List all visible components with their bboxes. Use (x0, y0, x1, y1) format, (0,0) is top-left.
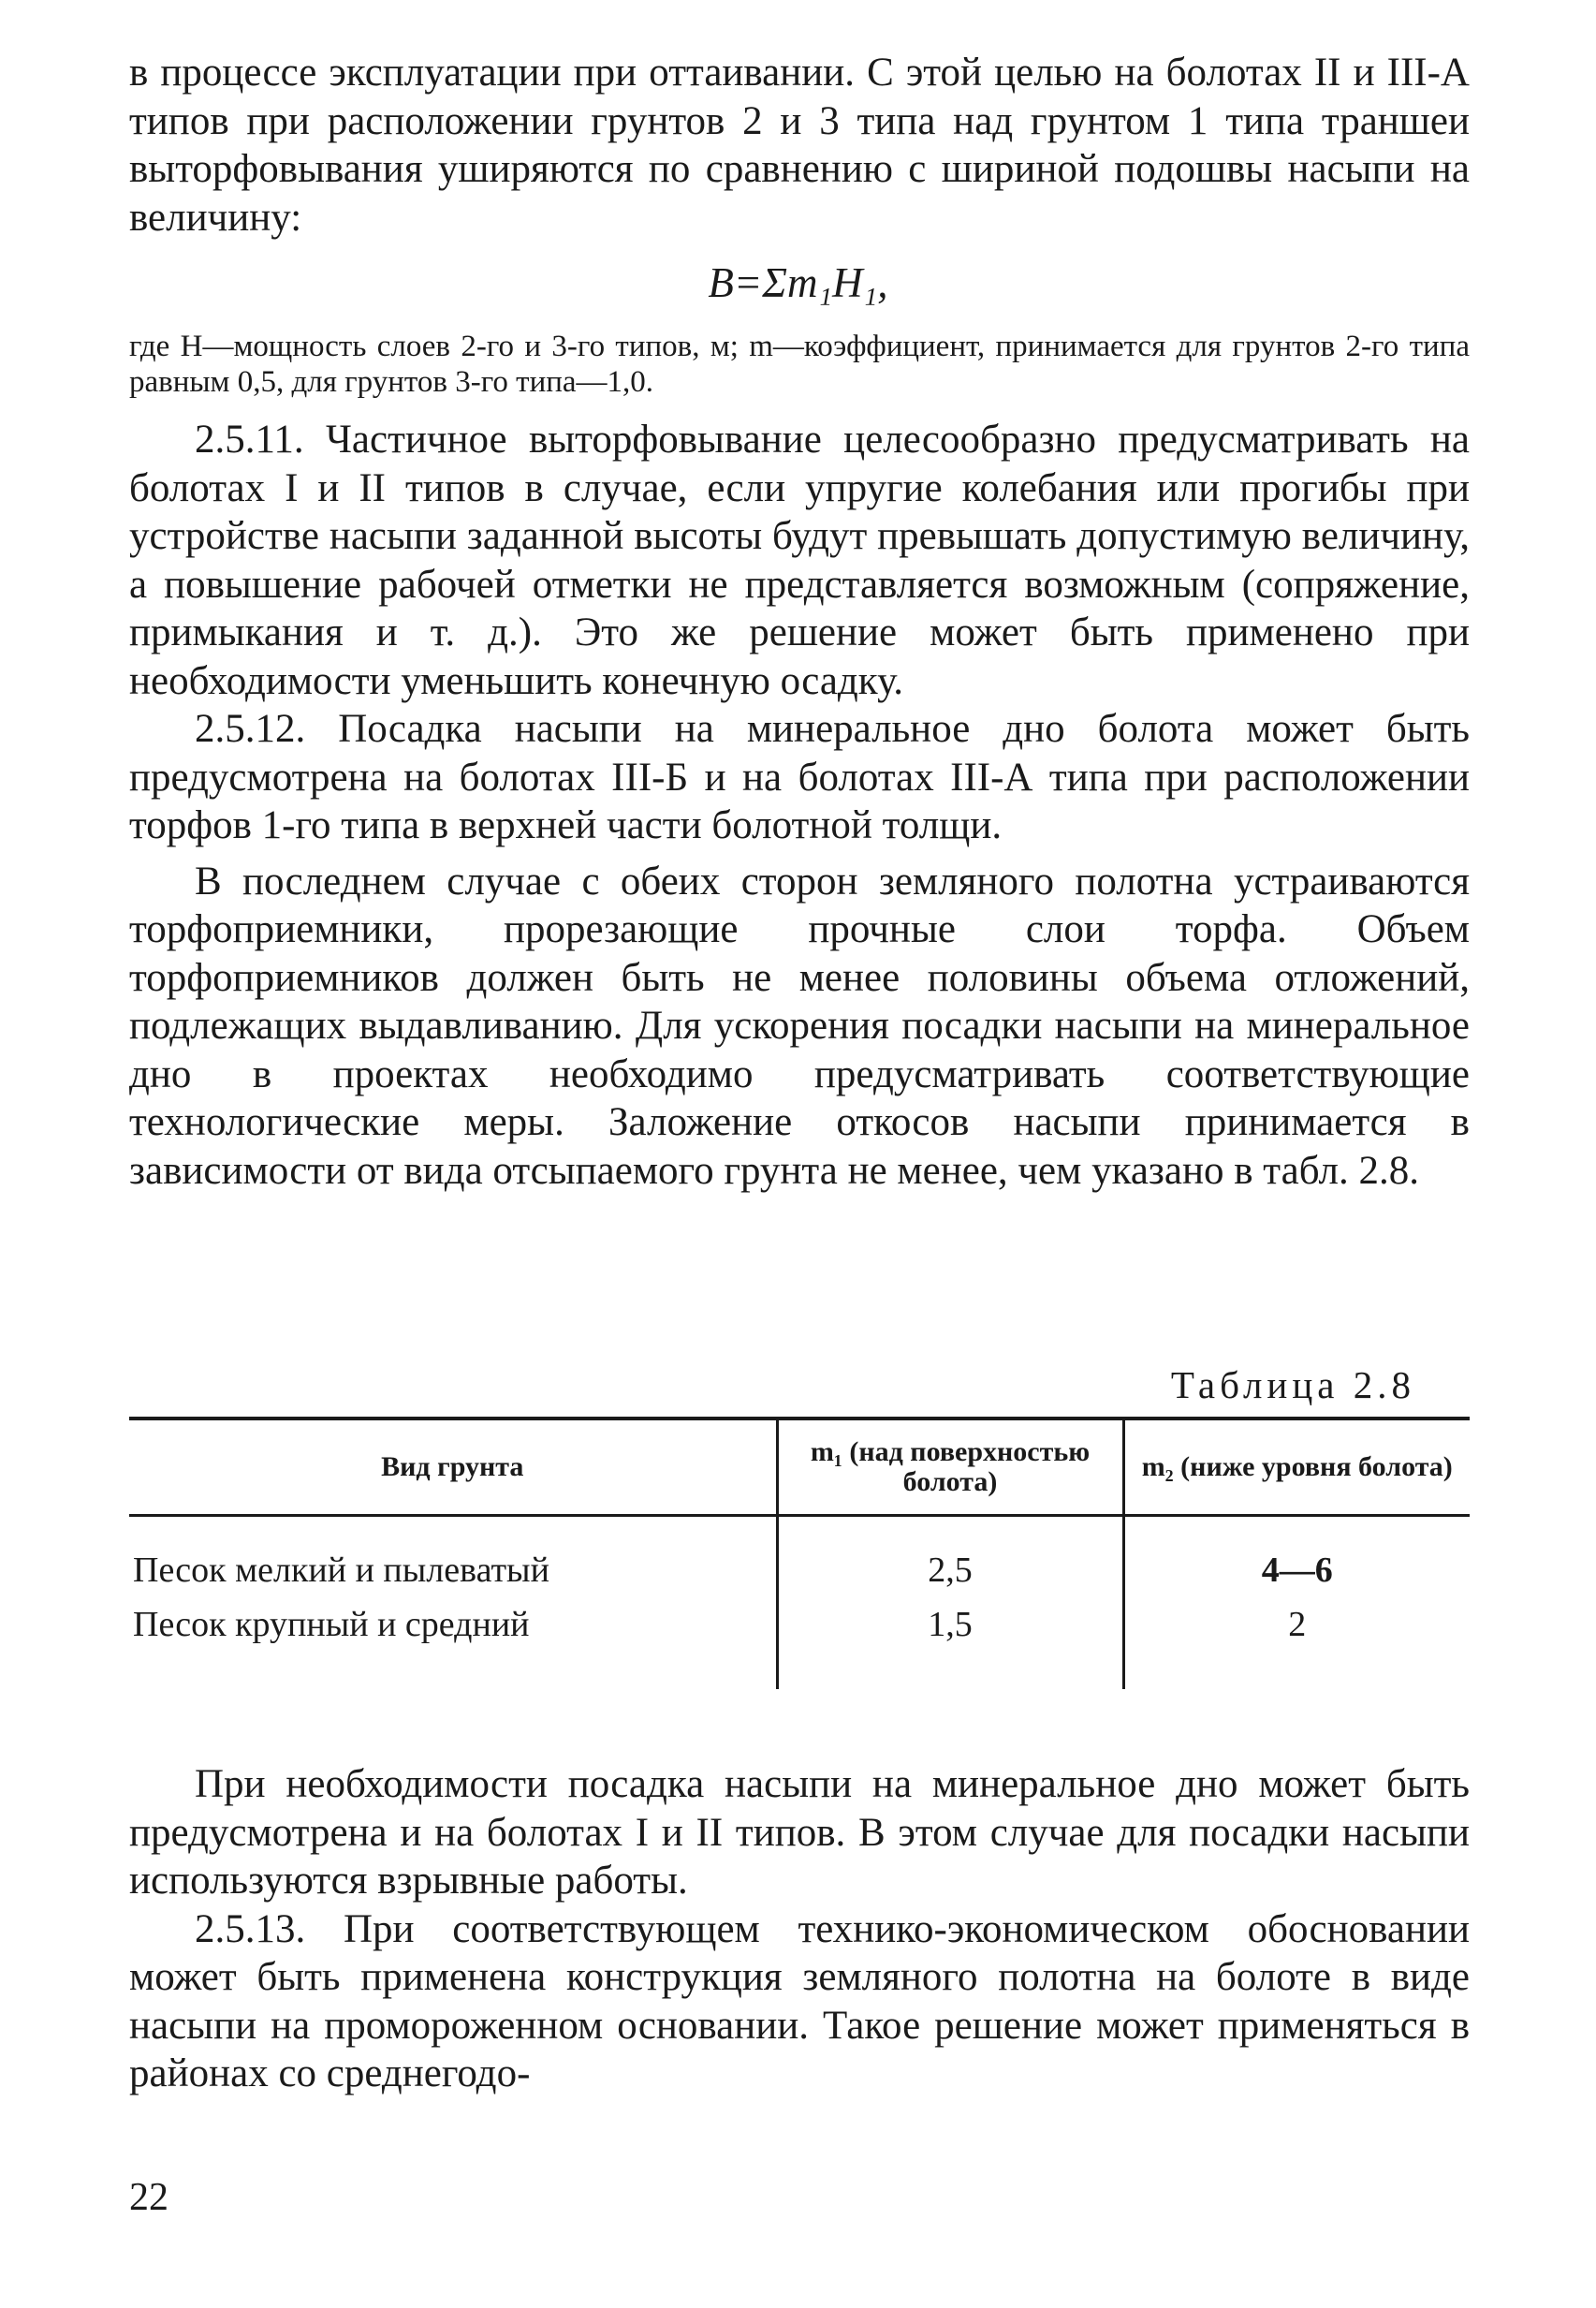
header-m2: m₂ (ниже уровня болота) (1123, 1419, 1470, 1516)
cell-m1: 1,5 (777, 1597, 1123, 1689)
page-number: 22 (129, 2176, 168, 2219)
paragraph-intro: в процессе эксплуатации при оттаивании. С этой целью на болотах II и III-А типов при расположении грунтов 2 и 3 типа над грунтом 1 типа траншеи выторфовывания уширяются по сравнению с шириной подошвы насыпи на величину: (129, 51, 1470, 240)
paragraph-2-5-11: 2.5.11. Частичное выторфовывание целесообразно предусматривать на болотах I и II типов в случае, если упругие колебания или прогибы при устройстве насыпи заданной высоты будут превышать допустимую величину, а повышение рабочей отметки не представляется возможным (сопряжение, примыкания и т. д.). Это же решение может быть применено при необходимости уменьшить конечную осадку. (129, 418, 1470, 703)
formula: B=Σm₁H₁, (708, 259, 888, 306)
cell-soil-type: Песок мелкий и пылеватый (133, 1551, 549, 1590)
cell-m1: 2,5 (777, 1516, 1123, 1598)
header-m1: m₁ (над поверхностью болота) (777, 1419, 1123, 1516)
header-soil-type: Вид грунта (129, 1419, 777, 1516)
table-caption: Таблица 2.8 (1170, 1363, 1415, 1406)
cell-m2: 4—6 (1123, 1516, 1470, 1598)
cell-soil-type: Песок крупный и средний (133, 1605, 530, 1644)
paragraph-2-5-13: 2.5.13. При соответствующем технико-экономическом обосновании может быть применена конструкция земляного полотна на болоте в виде насыпи на промороженном основании. Такое решение может применяться в районах со среднегодо- (129, 1906, 1470, 2095)
text-block-bottom (129, 1760, 1470, 2098)
table-2-8 (129, 1417, 1470, 1689)
text-block-middle (129, 416, 1470, 1195)
text-block-top (129, 49, 1470, 242)
cell-m2: 2 (1123, 1597, 1470, 1689)
paragraph-2-5-12: 2.5.12. Посадка насыпи на минеральное дно болота может быть предусмотрена на болотах III-Б и на болотах III-А типа при расположении торфов 1-го типа в верхней части болотной толщи. (129, 707, 1470, 847)
table-row (129, 1516, 1470, 1598)
paragraph-after-table: При необходимости посадка насыпи на минеральное дно может быть предусмотрена и на болотах I и II типов. В этом случае для посадки насыпи используются взрывные работы. (129, 1762, 1470, 1903)
paragraph-last-case: В последнем случае с обеих сторон земляного полотна устраиваются торфоприемники, прорезающие прочные слои торфа. Объем торфоприемников должен быть не менее половины объема отложений, подлежащих выдавливанию. Для ускорения посадки насыпи на минеральное дно в проектах необходимо предусматривать соответствующие технологические меры. Заложение откосов насыпи принимается в зависимости от вида отсыпаемого грунта не менее, чем указано в табл. 2.8. (129, 859, 1470, 1193)
table-row (129, 1597, 1470, 1689)
formula-note: где H—мощность слоев 2-го и 3-го типов, м; m—коэффициент, принимается для грунтов 2-го типа равным 0,5, для грунтов 3-го типа—1,0. (129, 330, 1470, 399)
